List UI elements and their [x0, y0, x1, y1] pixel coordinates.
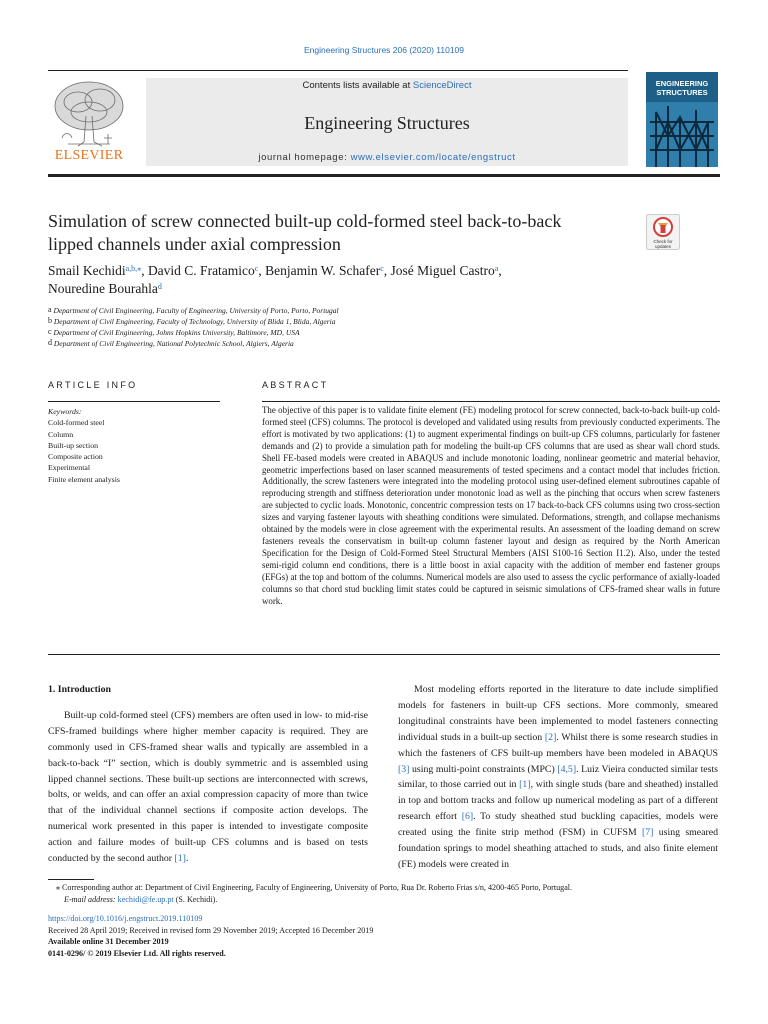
masthead-top-rule [48, 70, 628, 71]
keyword-item: Column [48, 429, 74, 439]
contents-line [146, 80, 628, 91]
masthead [48, 72, 720, 167]
citation-link[interactable]: [4,5] [557, 763, 577, 775]
intro-left-column [48, 682, 368, 867]
affiliation-text: Department of Civil Engineering, Faculty of Technology, University of Blida 1, Blida, Algeria [53, 317, 336, 326]
section-heading-introduction: 1. Introduction [48, 684, 111, 695]
citation-link[interactable]: [3] [398, 763, 410, 775]
article-title-line1: Simulation of screw connected built-up cold-formed steel back-to-back [48, 211, 562, 231]
abstract-text: The objective of this paper is to validate finite element (FE) modeling protocol for screw connected, back-to-back built-up cold-formed steel (CFS) columns. The protocol is developed and validated using results from previously conducted experiments. The effort is motivated by two applications: (1) to augment experimental findings on built-up CFS columns, particularly for fastener demands and (2) to provide a simulation path for modeling the built-up CFS columns that are used as shear wall chord studs. Shell FE-based models were created in ABAQUS and include monotonic loading, nonlinear geometric and material behavior, geometric imperfections based on laser scanned measurements of tested specimens and a contact model that includes friction. Additionally, the screw fasteners were integrated into the modeling protocol using user-defined element subroutines capable of reproducing strength and stiffness deterioration under monotonic load as well as the pinching that occurs when screw fasteners are subjected to cyclic loads. Monotonic, concentric compression tests on 17 back-to-back CFS columns using two cross-section sizes and varying fastener layouts with sheathing conditions were simulated. Deformations, strength, and collapse mechanisms obtained by the models were in close agreement with the experimental results. An assessment of the loading demand on screw fasteners reveals the conservatism in built-up column fastener layout and design as required by the North American Specification for the Design of Cold-Formed Steel Structural Members (AISI S100-16 Section I1.2). Also, under the tested semi-rigid column end conditions, there is a little boost in axial capacity with the addition of member end fastener groups (EFGs) at the top and bottom of the columns. Numerical models are also used to assess the cyclic performance of axially-loaded columns so that chord stud buckling limit states could be captured in seismic simulations of CFS-framed shear walls in future work. [262, 405, 720, 606]
author-name[interactable]: Nouredine Bourahla [48, 281, 158, 296]
intro-paragraph-text: using smeared foundation springs to model sheathing attached to studs, and also finite element (FE) models were created in [398, 827, 718, 870]
author-name[interactable]: Smail Kechidi [48, 263, 126, 278]
affiliation-item [48, 327, 648, 338]
author-name[interactable]: José Miguel Castro [390, 263, 495, 278]
keywords-label: Keywords: [48, 407, 82, 416]
citation-link[interactable]: [1] [174, 853, 186, 865]
intro-paragraph-text: . [185, 853, 189, 865]
footnote-marker: ⁎ [55, 883, 60, 892]
article-info-rule [48, 401, 220, 402]
abstract-rule [262, 401, 720, 402]
abstract-bottom-rule [48, 654, 720, 655]
author-affiliation-marker[interactable]: c [380, 264, 384, 273]
intro-paragraph-text: . Whilst there is some research studies in which the fasteners of CFS built-up members have been modeled in ABAQUS [398, 731, 718, 759]
homepage-prefix: journal homepage: [258, 152, 351, 163]
intro-paragraph-text: Most modeling efforts reported in the literature to date include simplified models for fasteners in built-up CFS sections. More commonly, smeared longitudinal constraints have been implemented to model fasteners connecting individual studs in a built-up section [398, 684, 718, 743]
affiliation-list [48, 305, 648, 349]
citation-link[interactable]: [7] [642, 827, 654, 839]
keyword-item: Finite element analysis [48, 474, 120, 484]
check-for-updates-icon[interactable] [646, 214, 680, 250]
author-name[interactable]: Benjamin W. Schafer [265, 263, 381, 278]
affiliation-key: d [48, 338, 52, 347]
keyword-item: Composite action [48, 452, 103, 462]
corresponding-author-note [48, 882, 720, 894]
affiliation-item [48, 338, 648, 349]
masthead-bottom-rule [48, 174, 720, 177]
email-link[interactable]: kechidi@fe.up.pt [117, 895, 174, 904]
intro-paragraph-text: using multi-point constraints (MPC) [409, 763, 558, 775]
affiliation-text: Department of Civil Engineering, Johns Hopkins University, Baltimore, MD, USA [53, 328, 300, 337]
email-suffix: (S. Kechidi). [173, 895, 218, 904]
author-name[interactable]: David C. Fratamico [147, 263, 255, 278]
journal-cover-image[interactable] [646, 72, 718, 167]
intro-right-column [398, 682, 718, 873]
affiliation-item [48, 316, 648, 327]
contents-prefix: Contents lists available at [302, 80, 413, 91]
journal-title: Engineering Structures [304, 113, 470, 133]
received-dates: Received 28 April 2019; Received in revised form 29 November 2019; Accepted 16 December 2019 [48, 925, 374, 935]
article-info-heading: ARTICLE INFO [48, 380, 138, 390]
publication-info [48, 913, 720, 959]
doi-link[interactable]: https://doi.org/10.1016/j.engstruct.2019.110109 [48, 914, 203, 923]
homepage-line [146, 152, 628, 163]
intro-paragraph [48, 708, 368, 867]
email-label: E-mail address: [64, 895, 116, 904]
intro-paragraph-text: Built-up cold-formed steel (CFS) members are often used in low- to mid-rise CFS-framed buildings where higher member capacity is required. They are commonly used in CFS-framed shear walls and typically are assembled in a back-to-back “I” section, which is doubly symmetric and is assembled using lipped channel sections. These built-up sections are interconnected with screws, bolts, or welds, and can offer an axial compression capacity of more than twice that of the individual channel sections if composite action develops. The numerical work presented in this paper is intended to investigate composite action and failure modes of built-up CFS columns and is based on tests conducted by the second author [48, 709, 368, 865]
journal-homepage-link[interactable]: www.elsevier.com/locate/engstruct [350, 152, 516, 163]
cover-title-line1: ENGINEERING [655, 79, 709, 88]
author-affiliation-marker[interactable]: d [157, 282, 162, 291]
publisher-name: ELSEVIER [54, 148, 124, 163]
email-line [48, 894, 720, 906]
article-title [48, 210, 628, 256]
intro-paragraph [398, 682, 718, 873]
cover-title-line2: STRUCTURES [656, 88, 708, 97]
author-affiliation-marker[interactable]: c [254, 264, 259, 273]
keyword-item: Experimental [48, 463, 90, 473]
intro-paragraph-text: . To study sheathed stud buckling capacities, models were created using the finite strip method (FSM) in CUFSM [398, 811, 718, 839]
affiliation-key: a [48, 305, 52, 314]
footnotes [48, 882, 720, 906]
journal-reference[interactable]: Engineering Structures 206 (2020) 110109 [303, 45, 465, 55]
affiliation-text: Department of Civil Engineering, National Polytechnic School, Algiers, Algeria [53, 339, 294, 348]
abstract-heading: ABSTRACT [262, 380, 329, 390]
crossmark-label-line1: Check for [653, 239, 673, 244]
article-title-line2: lipped channels under axial compression [48, 234, 341, 254]
keywords-block [48, 406, 220, 485]
available-online: Available online 31 December 2019 [48, 937, 169, 946]
affiliation-text: Department of Civil Engineering, Faculty of Engineering, University of Porto, Porto, Portugal [53, 306, 339, 315]
author-list: Smail Kechidi$^{a,b,⁎}$, David C. Fratamico$^c$, Benjamin W. Schafer$^c$, José Miguel Castro$^a$, Nouredine Bourahla$^d$ [48, 263, 502, 296]
crossmark-label-line2: updates [654, 244, 672, 249]
journal-banner [146, 78, 628, 166]
citation-link[interactable]: [2] [544, 731, 557, 743]
intro-paragraph-text: . Luiz Vieira conducted similar tests similar, to those carried out in [398, 763, 718, 791]
footnote-rule [48, 879, 94, 880]
affiliation-item [48, 305, 648, 316]
keyword-item: Built-up section [48, 440, 99, 450]
affiliation-key: c [48, 327, 52, 336]
sciencedirect-link[interactable]: ScienceDirect [412, 80, 472, 91]
copyright-line: 0141-0296/ © 2019 Elsevier Ltd. All rights reserved. [48, 948, 226, 958]
keyword-item: Cold-formed steel [48, 418, 105, 428]
citation-link[interactable]: [1] [519, 779, 531, 791]
corresponding-author-text: Corresponding author at: Department of Civil Engineering, Faculty of Engineering, University of Porto, Rua Dr. Roberto Frias s/n, 4200-465 Porto, Portugal. [62, 883, 573, 892]
author-affiliation-marker[interactable]: a [494, 264, 499, 273]
intro-paragraph-text: , with single studs (bare and sheathed) installed in top and bottom tracks and follow up numerical modeling as part of a different research effort [398, 779, 718, 823]
affiliation-key: b [48, 316, 52, 325]
citation-link[interactable]: [6] [461, 811, 474, 823]
author-affiliation-marker[interactable]: a,b,⁎ [125, 264, 142, 273]
